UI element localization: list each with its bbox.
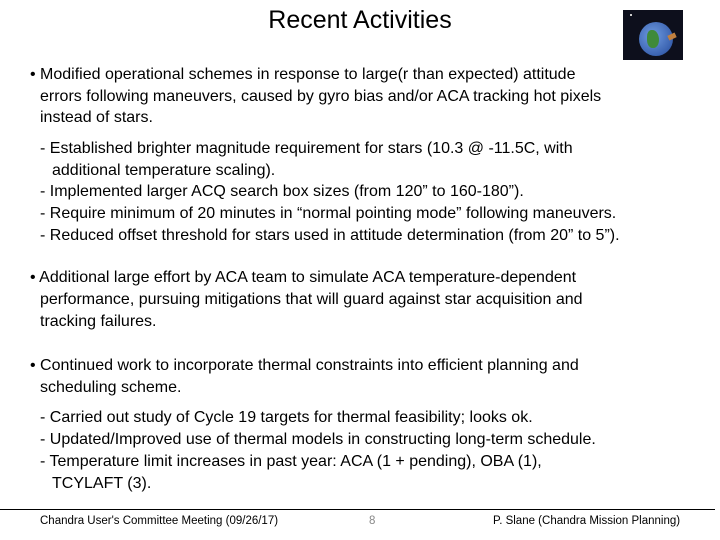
sub-item-line: - Temperature limit increases in past year: ACA (1 + pending), OBA (1),	[40, 453, 542, 470]
slide-title: Recent Activities	[268, 6, 452, 34]
footer-right: P. Slane (Chandra Mission Planning)	[493, 515, 681, 527]
sub-item-line: - Updated/Improved use of thermal models in constructing long-term schedule.	[40, 431, 596, 448]
bullet-line: errors following maneuvers, caused by gyro bias and/or ACA tracking hot pixels	[40, 88, 602, 105]
earth-satellite-icon	[623, 10, 683, 60]
sub-item-line: TCYLAFT (3).	[52, 475, 152, 492]
page-number: 8	[369, 515, 376, 527]
sub-item-line: - Reduced offset threshold for stars used in attitude determination (from 20” to 5”).	[40, 227, 620, 244]
bullet-line: performance, pursuing mitigations that will guard against star acquisition and	[40, 291, 583, 308]
sub-item-line: - Established brighter magnitude requirement for stars (10.3 @ -11.5C, with	[40, 140, 573, 157]
sub-item-line: - Carried out study of Cycle 19 targets for thermal feasibility; looks ok.	[40, 409, 533, 426]
bullet-line: tracking failures.	[40, 313, 157, 330]
sub-item-line: - Require minimum of 20 minutes in “normal pointing mode” following maneuvers.	[40, 205, 617, 222]
bullet-line: scheduling scheme.	[40, 379, 182, 396]
sub-item-line: - Implemented larger ACQ search box sizes (from 120” to 160-180”).	[40, 183, 524, 200]
bullet-line: • Additional large effort by ACA team to simulate ACA temperature-dependent	[30, 269, 577, 286]
footer-divider	[0, 509, 715, 510]
bullet-line: • Modified operational schemes in response to large(r than expected) attitude	[30, 66, 576, 83]
bullet-line: • Continued work to incorporate thermal constraints into efficient planning and	[30, 357, 579, 374]
bullet-line: instead of stars.	[40, 109, 153, 126]
footer-left: Chandra User's Committee Meeting (09/26/17)	[40, 515, 279, 527]
sub-item-line: additional temperature scaling).	[52, 162, 276, 179]
